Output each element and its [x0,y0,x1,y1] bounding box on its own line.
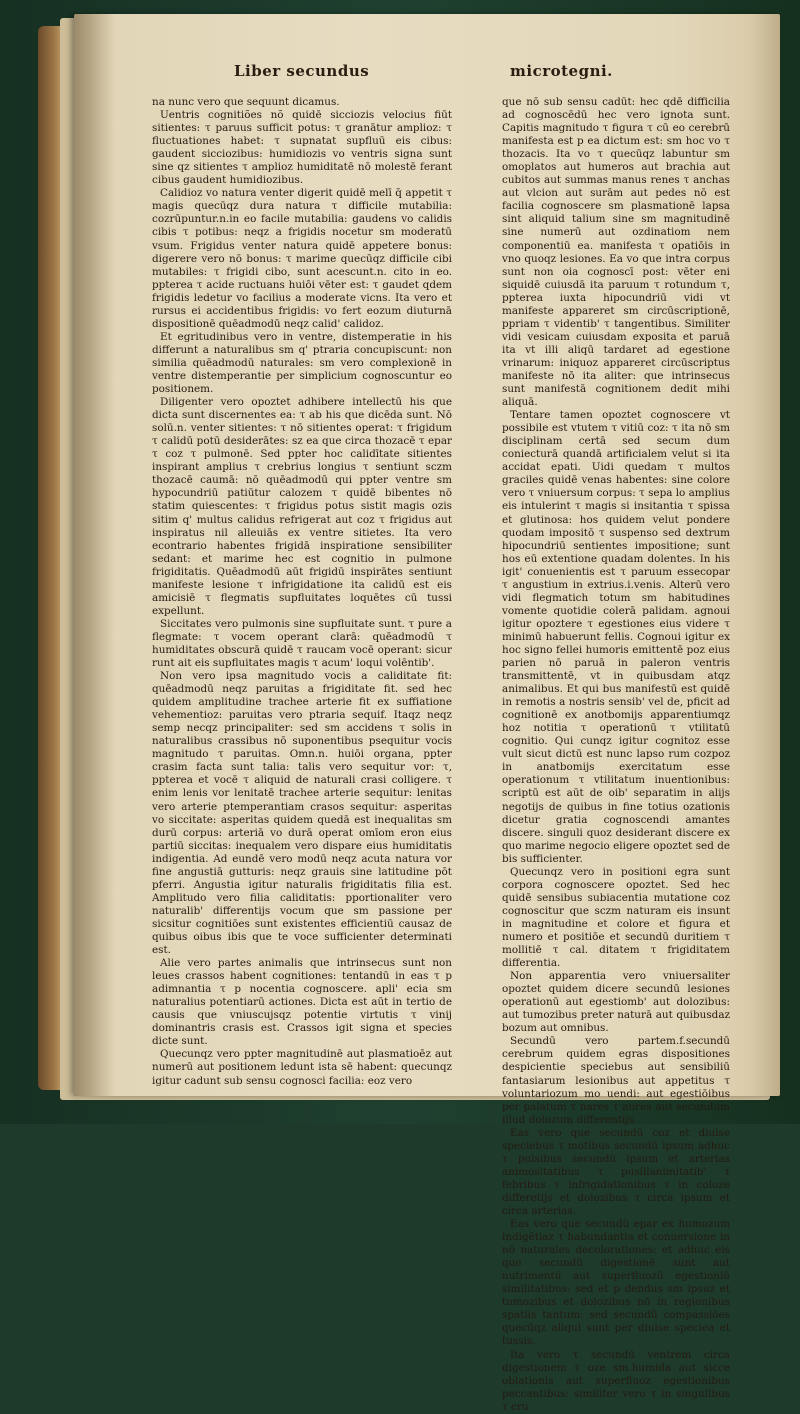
paragraph: Diligenter vero opoztet adhibere intellectū his que dicta sunt discernentes ea: τ ab his que dicēda sunt. Nō solū.n. venter sitientes: τ nō sitientes operat: τ frigidum τ calidū potū desiderātes: sz ea que circa thozacē τ epar τ coz τ pulmonē. Sed ppter hoc calidītate sitientes inspirant amplius τ crebrius longius τ sentiunt sczm thozacē caumā: nō quēadmodū qui ppter ventre sm hypocundriū patiūtur calozem τ quidē bibentes nō statim quiescentes: τ frigidus potus sistit magis ozis sitim q' multus calidus refrigerat aut coz τ frigidus aut inspiratus nil alleuiās ex ventre sitietes. Ita vero econtrario habentes frigidā inspiratione sensibiliter sedant: et marime hec est cognitio in pulmone frigiditatis. Quēadmodū aūt frigidū inspirātes sentiunt manifeste lesione τ infrigidatione ita calidū est eis amicisiē τ flegmatis supfluitates loquētes cū tussi expellunt. [152,396,452,617]
paragraph: Quecunqz vero ppter magnitudinē aut plasmatioēz aut numerū aut positionem ledunt ista sē habent: quecunqz igitur cadunt sub sensu cognosci facilia: eoz vero [152,1048,452,1087]
paragraph: Secundū vero partem.f.secundū cerebrum quidem egras dispositiones despicientie speciebus aut sensibiliū fantasiarum lesionibus aut appetitus τ voluntariozum mo uendi: aut egestiōibus per palatum τ nares τ aures aut secundum illud dolozum differentijs. [502,1035,730,1126]
paragraph: Quecunqz vero in positioni egra sunt corpora cognoscere opoztet. Sed hec quidē sensibus subiacentia mutatione coz cognoscitur que sczm naturam eis insunt in magnitudine et colore et figura et numero et positiōe et secundū duritiem τ mollitiē τ cal. ditatem τ frigiditatem differentia. [502,865,730,970]
paragraph: Tentare tamen opoztet cognoscere vt possibile est vtutem τ vitiū coz: τ ita nō sm disciplinam certā sed secum dum coniecturā quandā artificialem velut si ita accidat epati. Uidi quedam τ multos graciles quidē venas habentes: sine colore vero τ vniuersum corpus: τ sepa lo amplius eis intulerint τ magis si insitantia τ spissa et glutinosa: hos quidem velut pondere quodam impositō τ suspenso sed dextrum hipocundriū sentientes impositione; sunt hos eū extentione quadam dolentes. In his igit' conuenientis est τ paruum essecopar τ angustium in extrius.i.venis. Alterū vero vidi flegmatich totum sm habitudines vomente quotidie colerā palidam. agnoui igitur opoztere τ egestiones eius videre τ minimū habuerunt fellis. Cognoui igitur ex hoc signo fellei humoris emittentē poz eius parien nō paruā in paleron ventris transmittentē, vt in quibusdam atqz animalibus. Et qui bus manifestū est quidē in remotis a nostris sensib' vel de, pficit ad cognitionē ex anotbomijs apparentiumqz hoz notitia τ operationū τ vtilitatū cognitio. Qui cunqz igitur cognitoz esse vult sicut dictū est nunc lapso rum cozpoz in anatbomijs exercitatum esse operationum τ vtilitatum inuentionibus: scriptū est aūt de oib' separatim in alijs negotijs de quibus in fine totius ozationis dicetur gratia cognoscendi amantes discere. singuli quoz desiderant discere ex quo marime negocio eligere opoztet sed de bis sufficienter. [502,409,730,865]
page-shade [750,14,780,1096]
paragraph: Uentris cognitiões nõ quidē sicciozis velocius fiūt sitientes: τ paruus sufficit potus: τ granātur amplioz: τ fluctuationes habet: τ supnatat supfluū eis cibus: gaudent sicciozibus: humidiozis vo ventris signa sunt sine qz sitientes τ amplioz humiditatē nō molestē ferant cibus gaudent humidiozibus. [152,109,452,187]
paragraph: Non apparentia vero vniuersaliter opoztet quidem dicere secundū lesiones operationū aut egestiomb' aut dolozibus: aut tumozibus preter naturā aut quibusdaz bozum aut omnibus. [502,970,730,1035]
paragraph: Calidioz vo natura venter digerit quidē melī q̄ appetit τ magis quecūqz dura natura τ difficile mutabilia: cozrūpuntur.n.in eo facile mutabilia: gaudens vo calidis cibis τ potibus: neqz a frigidis nocetur sm moderatū vsum. Frigidus venter natura quidē appetere bonus: digerere vero nō bonus: τ marime quecūqz difficile cibi mutabiles: τ frigidi cibo, sunt acescunt.n. cito in eo. ppterea τ acide ructuans huiōi vēter est: τ gaudet qdem frigidis ledetur vo facilius a moderate vicns. Ita vero et rursus ei accidentibus frigidis: vo fert eozum diuturnā dispositionē quēadmodū neqz calid' calidoz. [152,187,452,330]
paragraph: Eas vero que secundū epar ex humozum indigētiaz τ habundantia et conuersione in nō naturales decolorationes: et adhuc eis que secundū digestionē sunt aut nutrimentū aut superfluozū egestioniū similitatibus: sed et p dendus sm ipsuz et tumozibus et dolozibus nō in regionibus spatiis tantum: sed secundū compassiōes quecūqz aliqui sunt per diuise speciea et tussis. [502,1218,730,1348]
paragraph: na nunc vero que sequunt dicamus. [152,96,340,108]
gutter-shadow [74,14,114,1096]
running-head-left: Liber secundus [234,62,370,80]
paragraph: Alie vero partes animalis que intrinsecus sunt non leues crassos habent cognitiones: tentandū in eas τ p adimnantia τ p nocentia cognoscere. apli' ecia sm naturalius potentiarū actiones. Dicta est aūt in tertio de causis que vniuscujsqz potentie virtutis τ vinij dominantris crasis est. Crassos igit signa et species dicte sunt. [152,957,452,1048]
paragraph: Et egritudinibus vero in ventre, distemperatie in his differunt a naturalibus sm q' ptraria concupiscunt: non similia quēadmodū naturales: sm vero complexionē in ventre distemperantie per simplicium cognoscuntur eo positionem. [152,330,452,396]
running-head-right: microtegni. [510,62,613,80]
paragraph: Ita vero τ secundū ventrem circa digestionem τ oze sm.humida aut sicce oblationis aut superfluoz egestionibus peccantibus: similiter vero τ in singulibus τ cru [502,1348,730,1413]
text-column-left [152,96,452,1087]
paragraph: Siccitates vero pulmonis sine supfluitate sunt. τ pure a flegmate: τ vocem operant clarā: quēadmodū τ humiditates obscurā quidē τ raucam vocē operant: sicur runt ait eis supfluitates magis τ acum' loqui volēntib'. [152,617,452,670]
paragraph: Eas vero que secundū coz et diuise speciebus τ motibus secundū ipsum adhuc τ pulsibus secundū ipsum et arterias animositatibus τ pusillanimitatib' τ febribus τ infrigidationibus τ in coloze differetijs et dolozibus τ circa ipsum et circa arterias. [502,1126,730,1217]
paragraph: que nō sub sensu cadūt: hec qdē difficilia ad cognoscēdū hec vero ignota sunt. Capitis magnitudo τ figura τ cū eo cerebrū manifesta est p ea dictum est: sm hoc vo τ thozacis. Ita vo τ quecūqz labuntur sm omoplatos aut humeros aut brachia aut cubitos aut summas manus renes τ anchas aut vlcion aut surām aut pedes nō est facilia cognoscere sm plasmationē lapsa sint aliquid talium sine sm magnitudinē sine numerū aut ozdinatiom nem componentiū ea. manifesta τ opatiōis in vno quoqz lesiones. Ea vo que intra corpus sunt non oia cognoscī post: vēter eni siquidē cuiusdā ita paruum τ rotundum τ, ppterea iuxta hipocundriū vidi vt manifeste appareret sm circūscriptionē, ppriam τ videntib' τ tangentibus. Similiter vidi vesicam cuiusdam exposita et paruā ita vt illi aliqū tardaret ad egestione vrinarum: iniquoz appareret circūscriptus manifeste nō ita aliter: que intrinsecus sunt manifestā cognitionem dedit mihi aliquā. [502,96,730,409]
paragraph: Non vero ipsa magnitudo vocis a caliditate fit: quēadmodū neqz paruitas a frigiditate fit. sed hec quidem amplitudine trachee arterie fit ex suffiatione vehementioz: paruitas vero ptraria sequif. Itaqz neqz semp necqz principaliter: sed sm accidens τ solis in naturalibus crassibus nō suponentibus psequitur vocis magnitudo τ paruitas. Omn.n. huiōi organa, ppter crasim facta sunt talia: talis vero sequitur vor: τ, ppterea et vocē τ aliquid de naturali crasi colligere. τ enim lenis vor lenitatē trachee arterie sequitur: lenitas vero arterie ptemperantiam crasos sequitur: asperitas vo siccitate: asperitas quidem quedā est inequalitas sm durū corpus: arteriā vo durā operat omīom eron eius partiū siccitas: inequalem vero dispare eius humiditatis indigentia. Ad eundē vero modū neqz acuta natura vor fine angustiā gutturis: neqz grauis sine latitudine pōt pferri. Angustia igitur naturalis frigiditatis filia est. Amplitudo vero filia caliditatis: pportionaliter vero naturalib' differentijs vocum que sm passione per sicsitur cognitiōes sunt existentes efficientiū causaz de quibus oibus ibis que te voce sufficienter determinati est. [152,670,452,957]
text-column-right [502,96,730,1413]
